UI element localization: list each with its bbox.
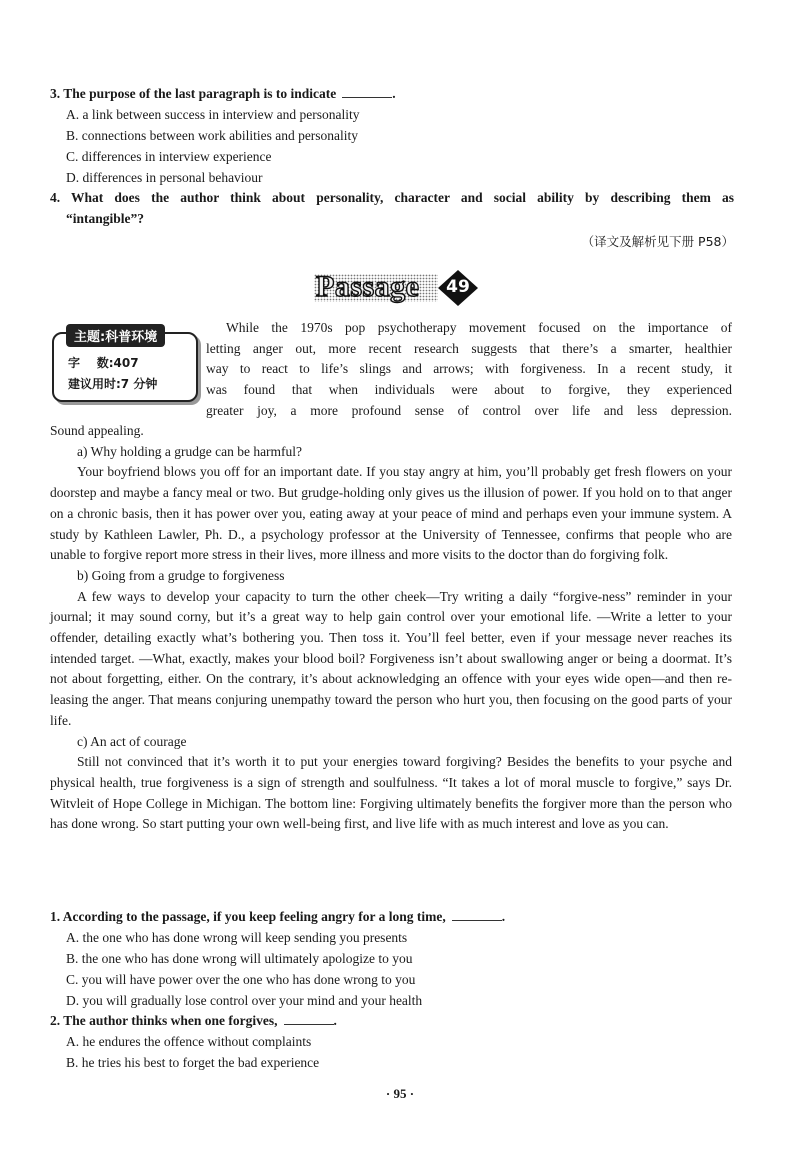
question-2-stem: 2. The author thinks when one forgives, . [50, 1013, 337, 1028]
section-heading-c: c) An act of courage [77, 733, 187, 749]
question-3-option-b: B. connections between work abilities and personality [66, 128, 359, 143]
question-3-option-a: A. a link between success in interview and personality [66, 107, 360, 122]
question-2-option-a: A. he endures the offence without complaints [66, 1034, 312, 1049]
question-1-option-d: D. you will gradually lose control over your mind and your health [66, 993, 423, 1008]
answer-blank[interactable] [342, 87, 392, 98]
question-3-option-c: C. differences in interview experience [66, 149, 272, 164]
answer-blank[interactable] [284, 1014, 334, 1025]
question-4-stem-continued: “intangible”? [66, 211, 145, 226]
paragraph-b: A few ways to develop your capacity to turn the other cheek—Try writing a daily “forgive-ness” reminder in your journal; it may sound corny, but it’s a great way to help gain control over your emotional life. —Write a letter to your offender, detailing exactly what’s bothering you. Then toss it. You’ll feel better, even if your message never reaches its intended target. —What, exactly, makes your blood boil? Forgiveness isn’t about swallowing anger or being a doormat. It’s not about forgetting, either. On the contrary, it’s about acknowledging an offence with your eyes wide open—and then re-leasing the anger. That means conjuring unempathy toward the person who hurt you, then focusing on the good parts of your life. [50, 588, 732, 728]
topic-label: 主题:科普环境 [66, 324, 165, 347]
section-heading-b: b) Going from a grudge to forgiveness [77, 567, 285, 583]
passage-info-box [52, 332, 198, 402]
intro-line-1: While the 1970s pop psychotherapy movement focused on the importance of [226, 320, 732, 335]
question-2-option-b: B. he tries his best to forget the bad experience [66, 1055, 320, 1070]
intro-line-2: letting anger out, more recent research suggests that there’s a smarter, healthier [206, 340, 732, 356]
intro-end: Sound appealing. [50, 423, 144, 438]
intro-line-4: was found that when individuals were about to forgive, they experienced [206, 382, 732, 398]
question-3-option-d: D. differences in personal behaviour [66, 170, 263, 185]
question-3-stem: 3. The purpose of the last paragraph is to indicate . [50, 86, 396, 101]
section-heading-a: a) Why holding a grudge can be harmful? [77, 443, 303, 459]
banner-word: Passage [316, 270, 420, 303]
suggested-time: 建议用时:7 分钟 [68, 377, 158, 391]
question-1-option-a: A. the one who has done wrong will keep sending you presents [66, 930, 408, 945]
paragraph-a: Your boyfriend blows you off for an important date. If you stay angry at him, you’ll probably get fresh flowers on your doorstep and maybe a fancy meal or two. But grudge-holding only gives us the illusion of power. If you hold on to that anger on a chronic basis, then it has power over you, eating away at your peace of mind and perhaps even your immune system. A study by Kathleen Lawler, Ph. D., a psychology professor at the University of Tennessee, confirms that people who are unable to forgive report more stress in their lives, more illness and more visits to the doctor than do forgiving folk. [50, 464, 732, 563]
passage-body [50, 421, 732, 835]
answer-reference: （译文及解析见下册 P58） [581, 234, 734, 249]
answer-blank[interactable] [452, 910, 502, 921]
passage-banner [308, 268, 498, 308]
passage-intro [206, 318, 732, 422]
page-number: · 95 · [385, 1086, 415, 1101]
intro-line-5: greater joy, a more profound sense of control over life and less depression. [206, 402, 732, 418]
passage-number: 49 [446, 277, 470, 297]
intro-line-3: way to react to life’s slings and arrows; with forgiveness. In a recent study, it [206, 361, 732, 377]
question-1-option-b: B. the one who has done wrong will ultimately apologize to you [66, 951, 413, 966]
question-1-stem: 1. According to the passage, if you keep feeling angry for a long time, . [50, 909, 506, 924]
question-1-option-c: C. you will have power over the one who has done wrong to you [66, 972, 416, 987]
paragraph-c: Still not convinced that it’s worth it to put your energies toward forgiving? Besides the benefits to your psyche and physical health, true forgiveness is a sign of strength and soulfulness. “It takes a lot of moral muscle to forgive,” says Dr. Witvleit of Hope College in Michigan. The bottom line: Forgiving ultimately benefits the forgiver more than the person who has done wrong. So start putting your own well-being first, and live life with as much interest and love as you can. [50, 754, 732, 832]
word-count: 字 数:407 [68, 356, 139, 370]
question-4-stem: 4. What does the author think about personality, character and social ability by describing them as [50, 190, 734, 205]
